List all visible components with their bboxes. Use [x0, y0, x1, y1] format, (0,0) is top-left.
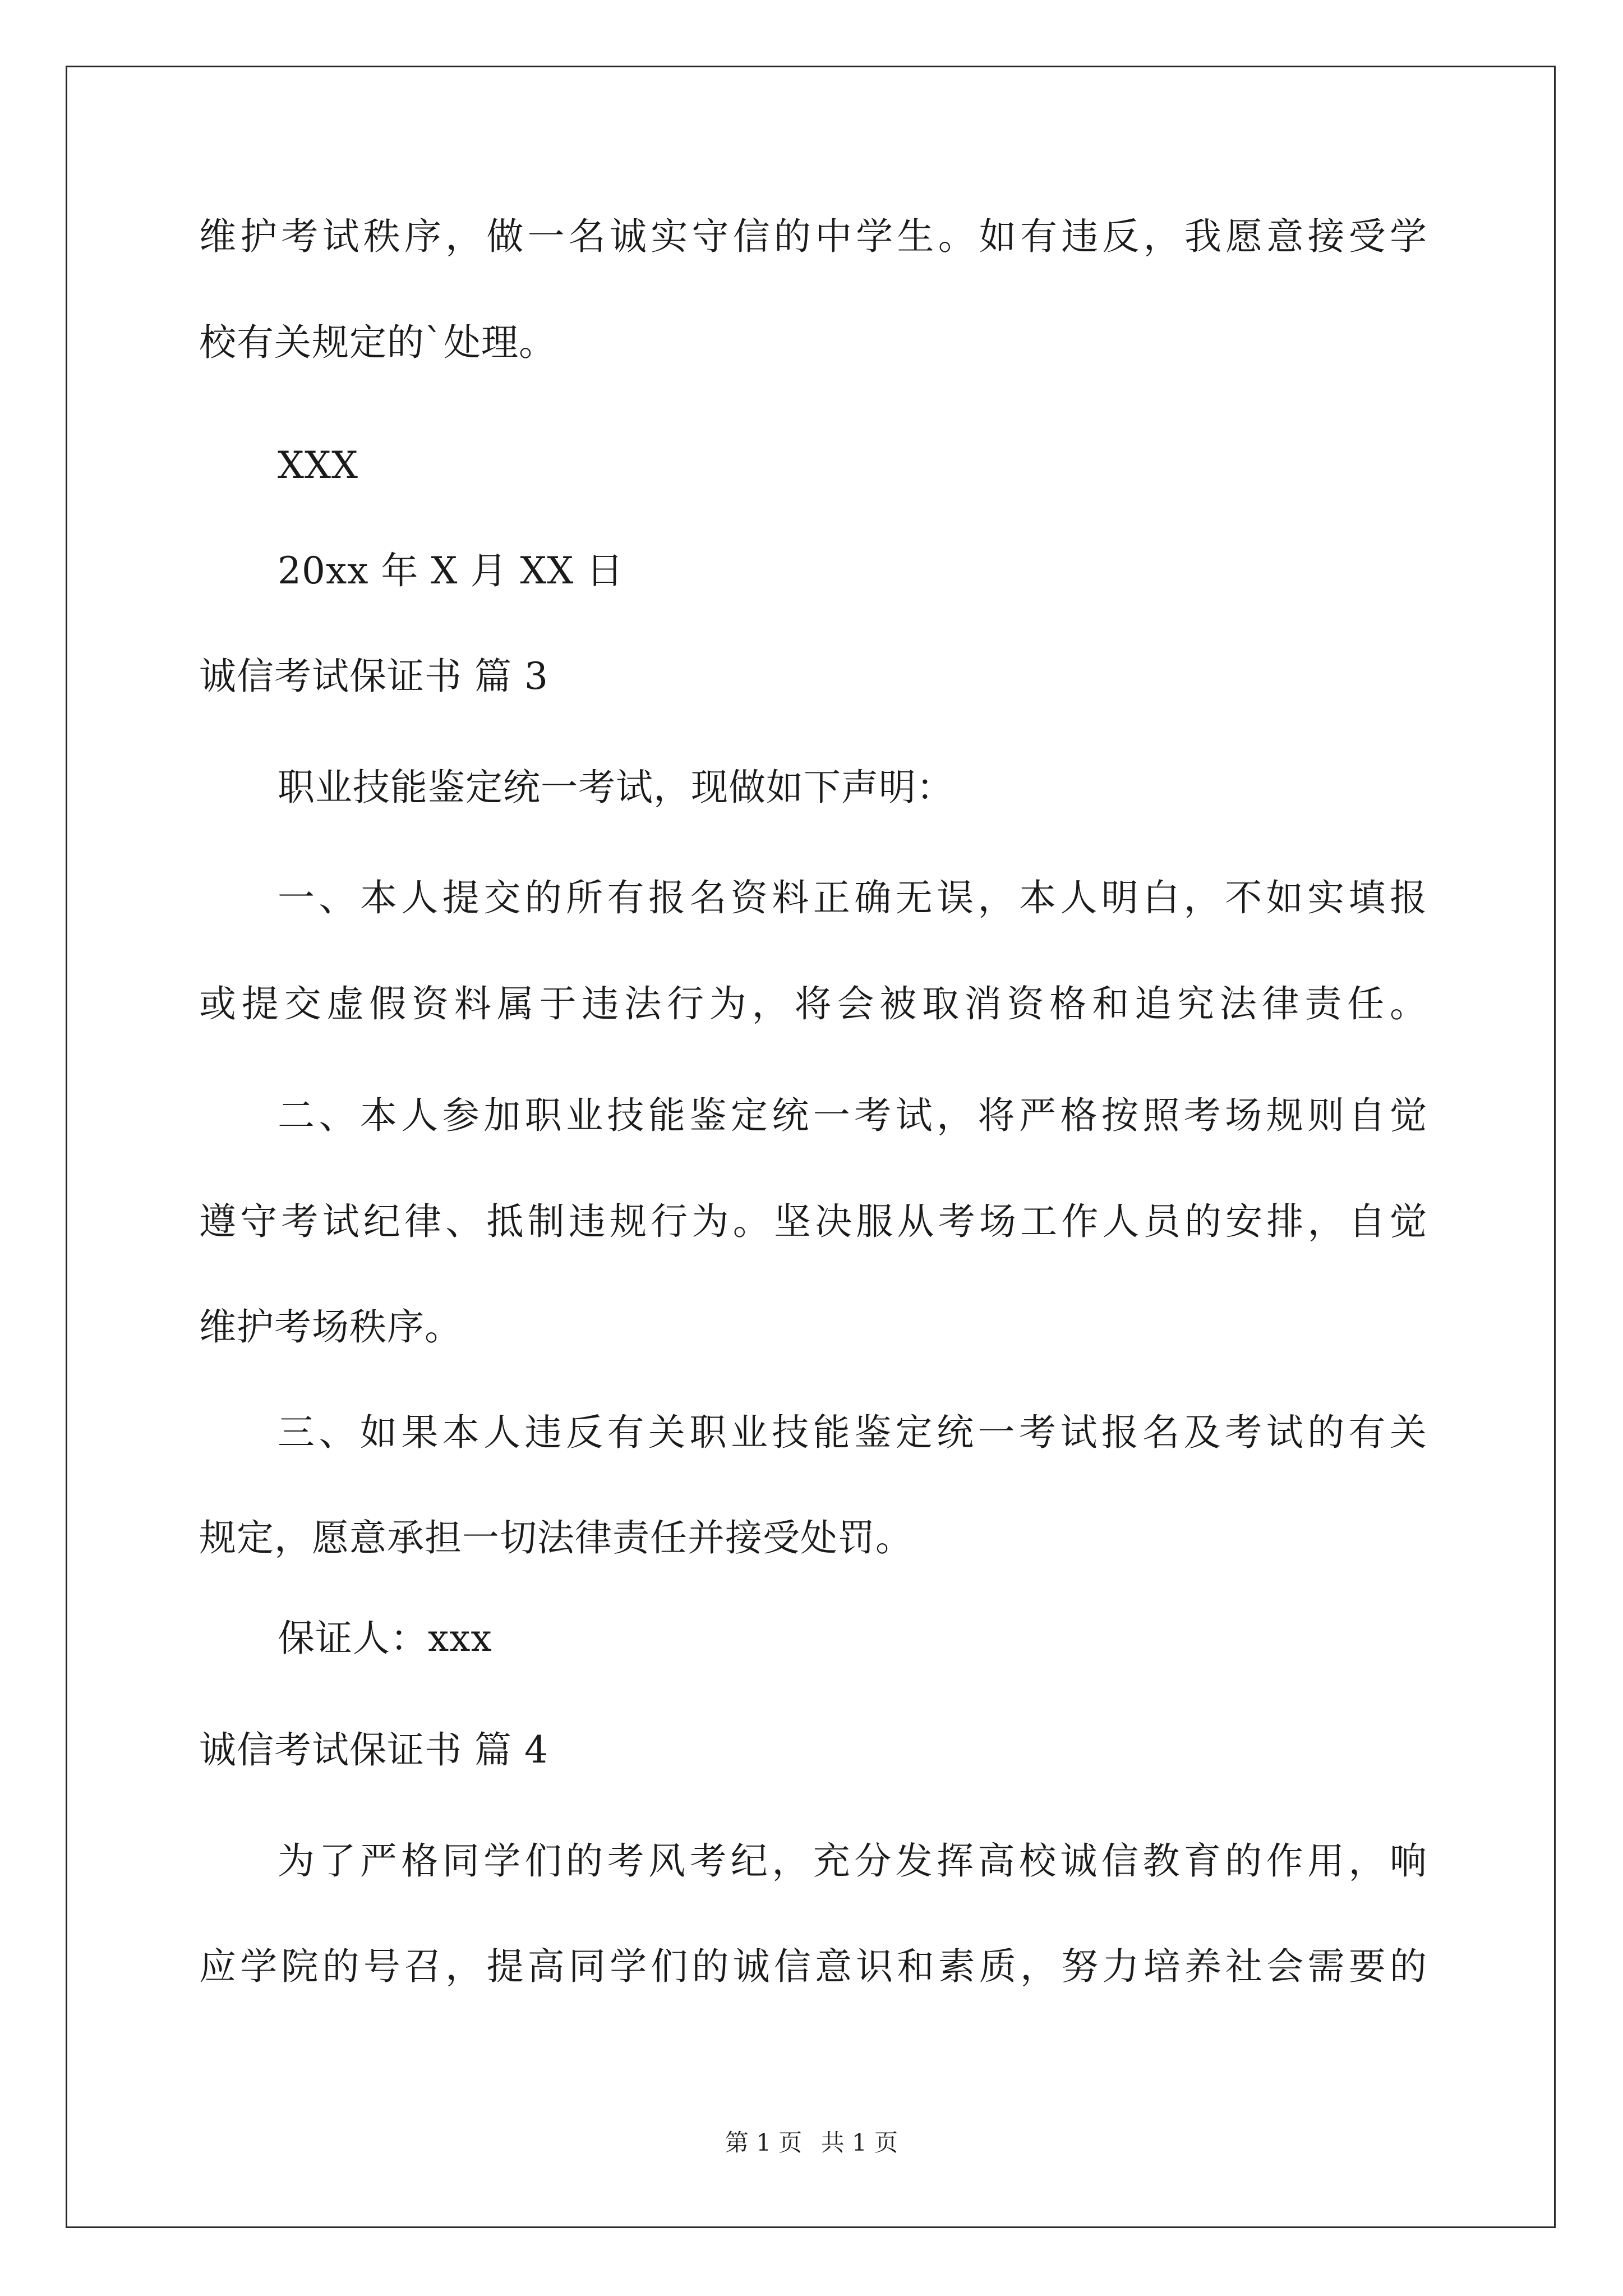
- paragraph-line: 一、本人提交的所有报名资料正确无误，本人明白，不如实填报: [278, 876, 1427, 919]
- guarantor-line: 保证人：xxx: [278, 1617, 492, 1660]
- page-total: 共 1 页: [820, 2129, 898, 2156]
- paragraph-line: 或提交虚假资料属于违法行为，将会被取消资格和追究法律责任。: [199, 982, 1427, 1025]
- paragraph-line: 职业技能鉴定统一考试，现做如下声明：: [278, 766, 954, 809]
- paragraph-line: 为了严格同学们的考风考纪，充分发挥高校诚信教育的作用，响: [278, 1839, 1427, 1883]
- paragraph-line: 维护考试秩序，做一名诚实守信的中学生。如有违反，我愿意接受学: [199, 215, 1427, 258]
- paragraph-line: 三、如果本人违反有关职业技能鉴定统一考试报名及考试的有关: [278, 1411, 1427, 1454]
- paragraph-line: 校有关规定的`处理。: [199, 321, 556, 364]
- section-heading: 诚信考试保证书 篇 3: [199, 655, 548, 698]
- paragraph-line: 应学院的号召，提高同学们的诚信意识和素质，努力培养社会需要的: [199, 1945, 1427, 1988]
- paragraph-line: 规定，愿意承担一切法律责任并接受处罚。: [199, 1516, 913, 1559]
- signature-name: XXX: [278, 444, 358, 487]
- page-footer: [0, 2126, 1623, 2160]
- paragraph-line: 二、本人参加职业技能鉴定统一考试，将严格按照考场规则自觉: [278, 1094, 1427, 1137]
- paragraph-line: 遵守考试纪律、抵制违规行为。坚决服从考场工作人员的安排，自觉: [199, 1200, 1427, 1243]
- page-number: 第 1 页: [725, 2129, 803, 2156]
- page-border: [66, 66, 1556, 2228]
- section-heading: 诚信考试保证书 篇 4: [199, 1728, 548, 1772]
- paragraph-line: 维护考场秩序。: [199, 1305, 462, 1349]
- signature-date: 20xx 年 X 月 XX 日: [278, 549, 624, 592]
